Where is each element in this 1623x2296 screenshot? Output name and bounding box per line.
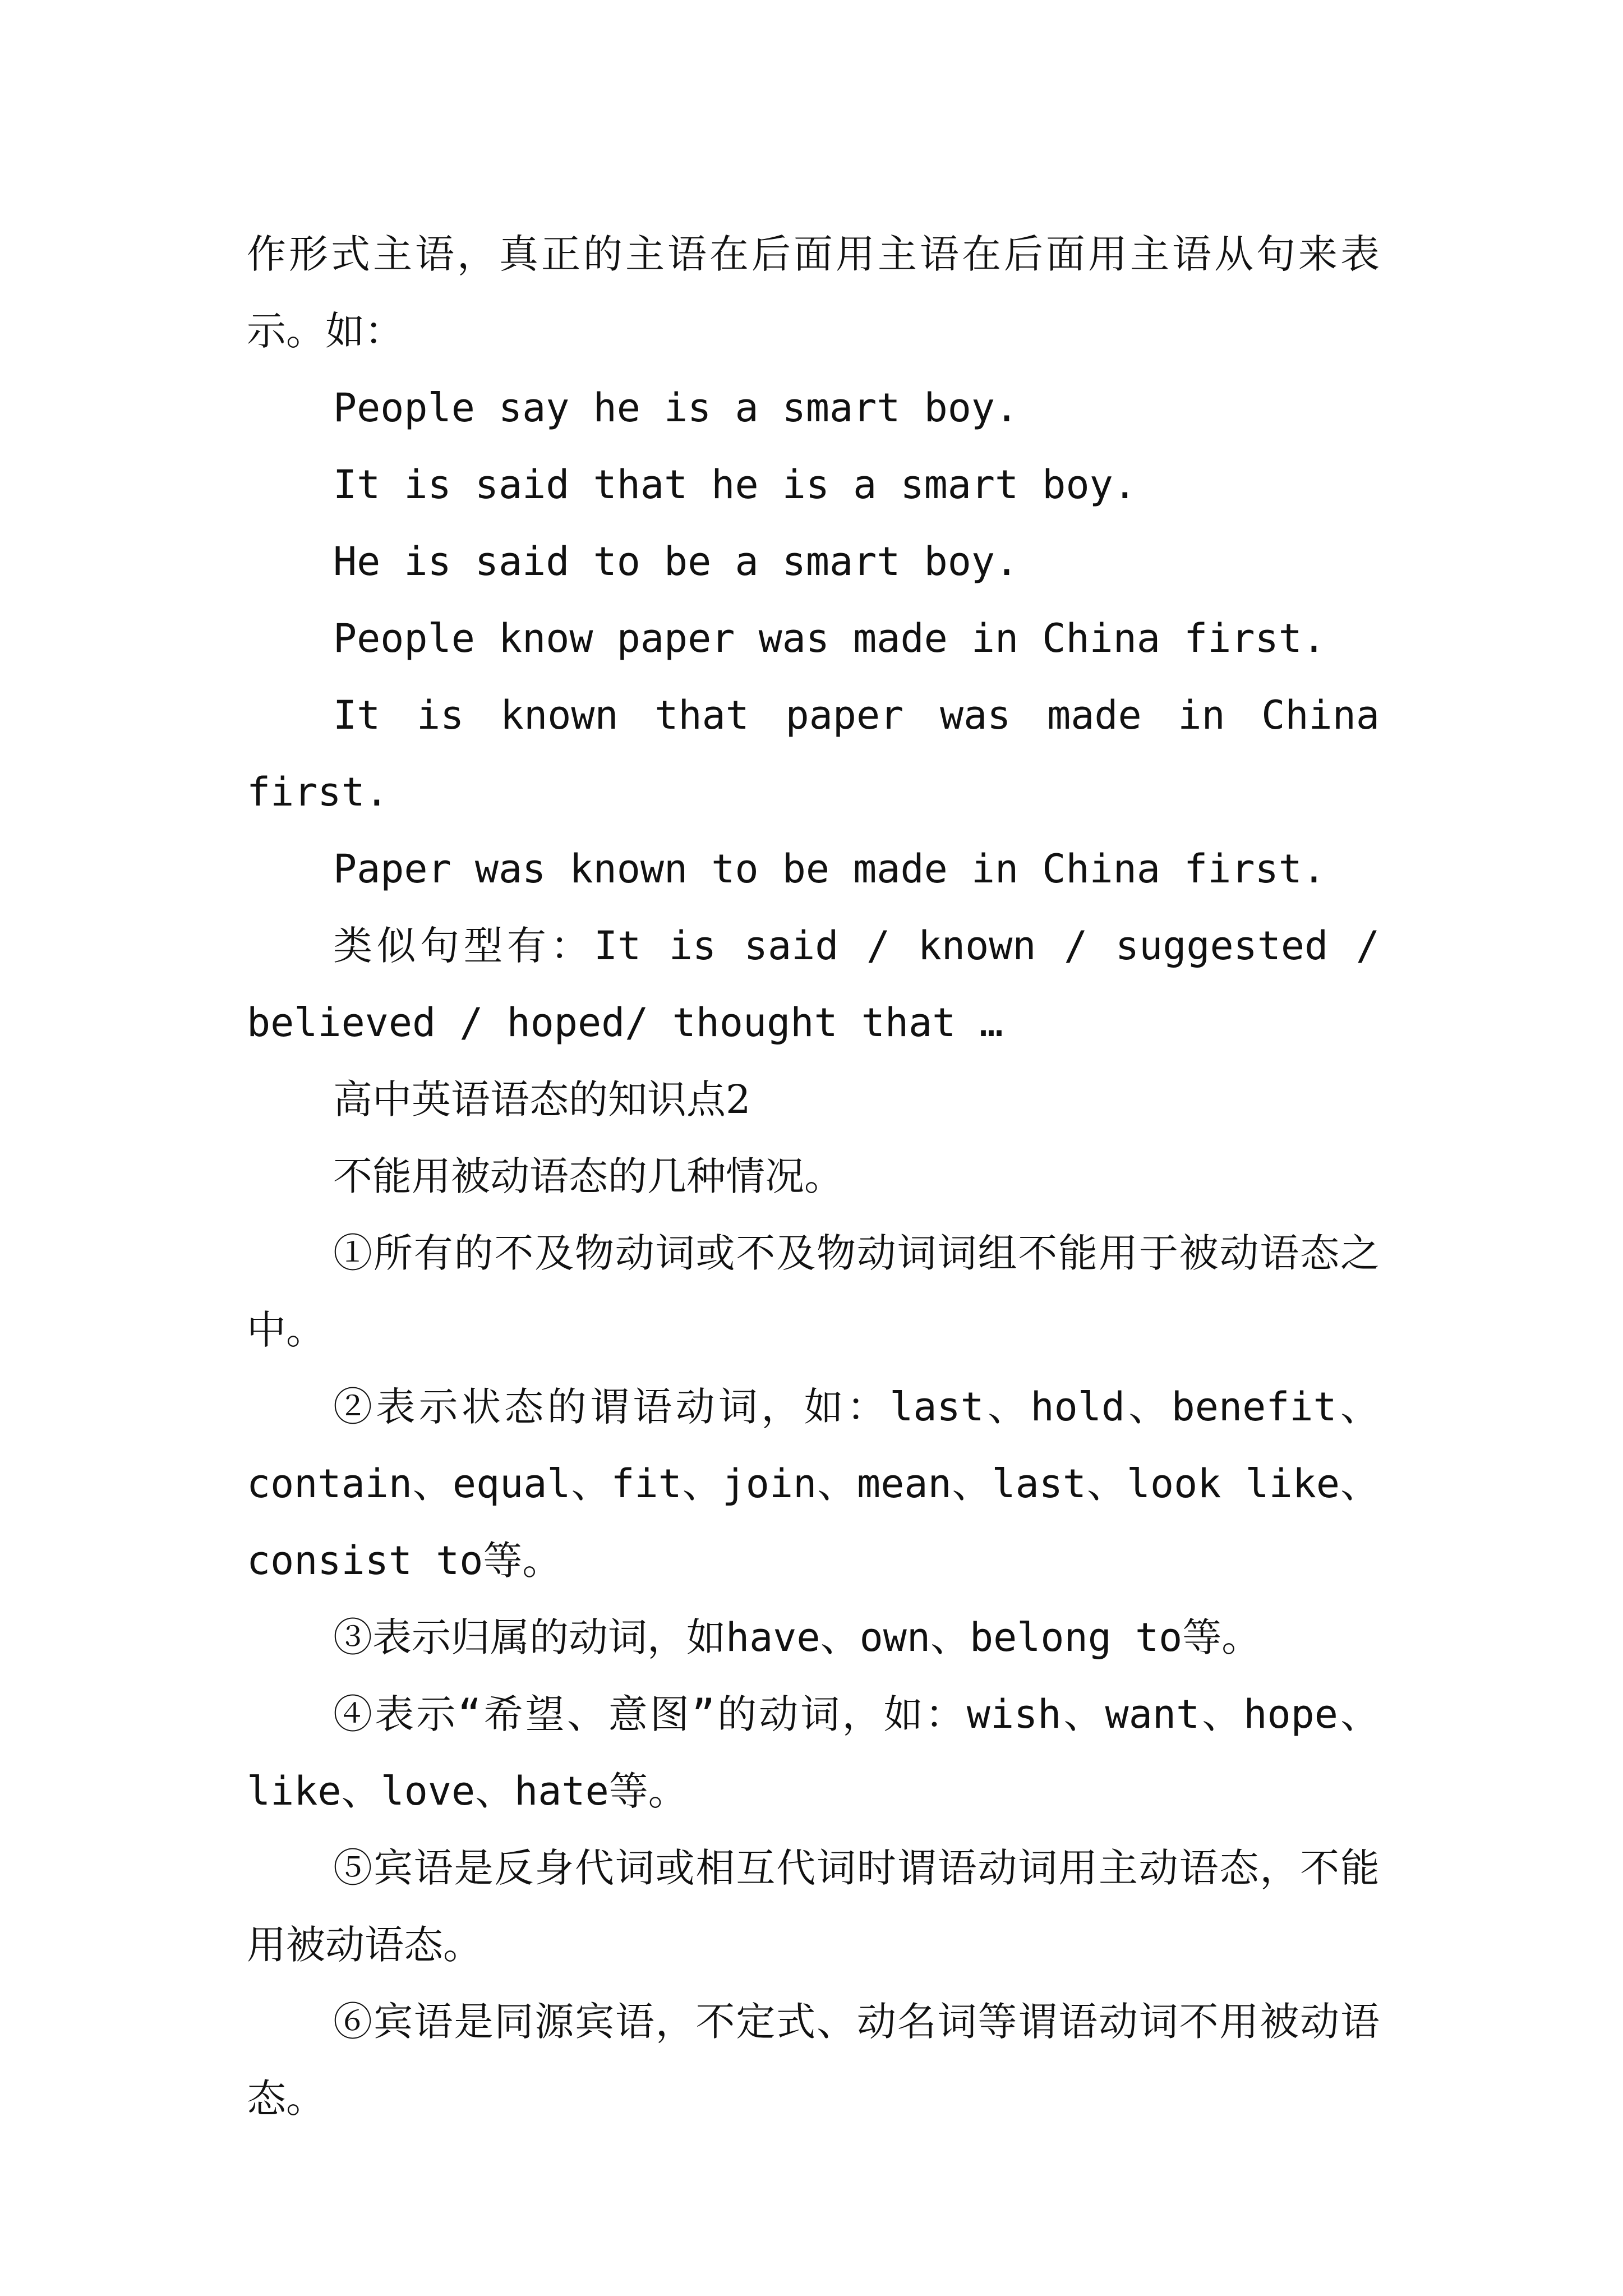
example-sentence: People know paper was made in China first. bbox=[333, 615, 1326, 661]
rule-item: ②表示状态的谓语动词，如：last、hold、benefit、contain、equal、fit、join、mean、last、look like、consist to等。 bbox=[247, 1384, 1380, 1584]
section-intro: 不能用被动语态的几种情况。 bbox=[333, 1153, 843, 1199]
rule-item: ③表示归属的动词，如have、own、belong to等。 bbox=[333, 1614, 1261, 1660]
rule-item: ①所有的不及物动词或不及物动词词组不能用于被动语态之中。 bbox=[247, 1230, 1380, 1353]
rule-item: ④表示“希望、意图”的动词，如：wish、want、hope、like、love、hate等。 bbox=[247, 1691, 1380, 1814]
rule-item: ⑤宾语是反身代词或相互代词时谓语动词用主动语态，不能用被动语态。 bbox=[247, 1845, 1380, 1968]
example-sentence: People say he is a smart boy. bbox=[333, 385, 1019, 431]
similar-patterns-note: 类似句型有：It is said / known / suggested / believed / hoped/ thought that … bbox=[247, 923, 1404, 1046]
section-heading: 高中英语语态的知识点2 bbox=[333, 1076, 751, 1122]
rule-item: ⑥宾语是同源宾语，不定式、动名词等谓语动词不用被动语态。 bbox=[247, 1999, 1380, 2122]
example-sentence: It is said that he is a smart boy. bbox=[333, 462, 1137, 508]
example-sentence: It is known that paper was made in China first. bbox=[247, 692, 1404, 815]
paragraph-formal-subject: 作形式主语，真正的主语在后面用主语在后面用主语从句来表示。如： bbox=[247, 231, 1380, 354]
document-body bbox=[247, 216, 1404, 2137]
example-sentence: Paper was known to be made in China first. bbox=[333, 846, 1326, 892]
example-sentence: He is said to be a smart boy. bbox=[333, 539, 1019, 585]
